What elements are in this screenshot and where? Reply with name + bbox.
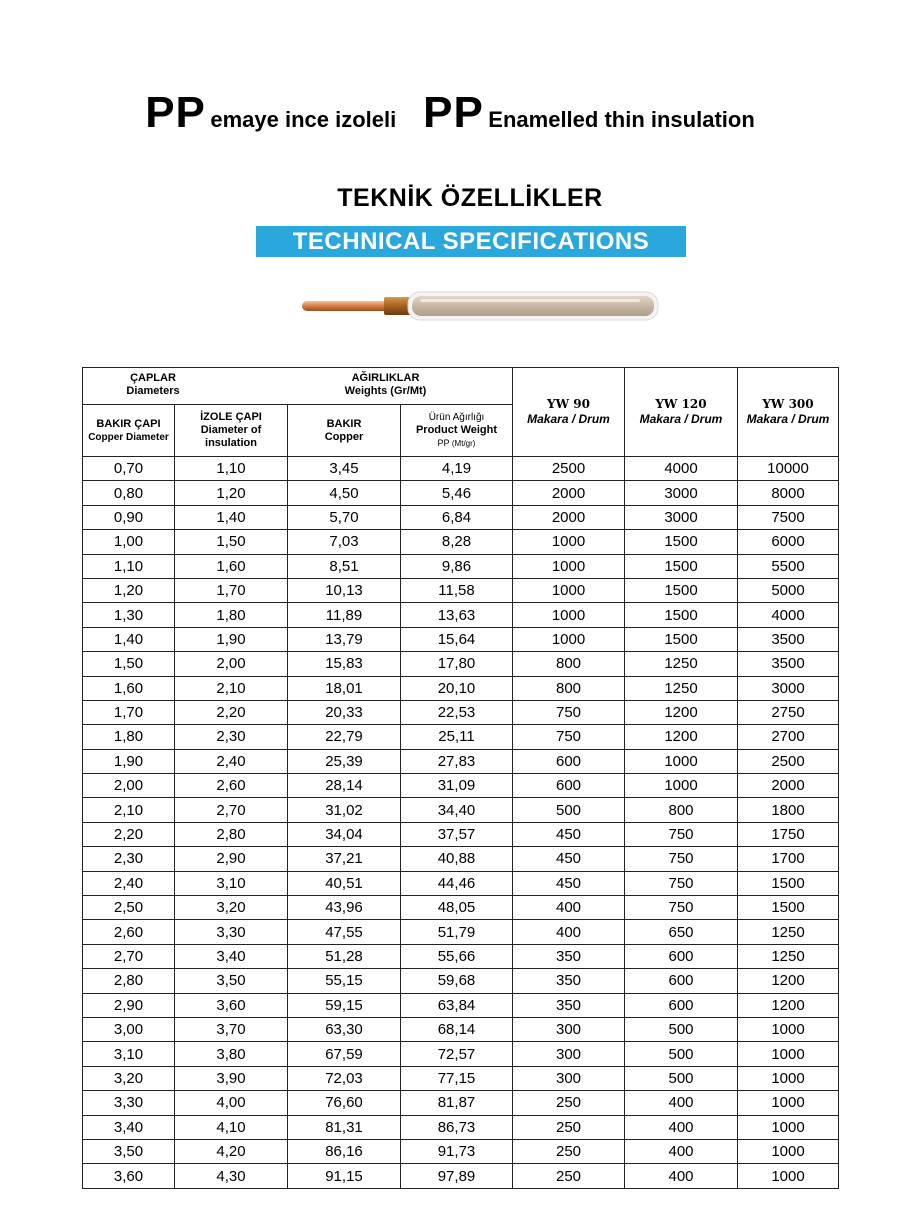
col-label-en: Product Weight bbox=[415, 424, 498, 436]
table-row bbox=[83, 457, 839, 481]
cell-insulation-diameter: 1,70 bbox=[175, 578, 288, 602]
table-row bbox=[83, 896, 839, 920]
group-weights-en: Weights (Gr/Mt) bbox=[344, 385, 427, 397]
cell-copper-weight: 43,96 bbox=[288, 896, 401, 920]
col-label-en: Copper bbox=[324, 430, 364, 443]
cell-yw300: 3500 bbox=[738, 627, 839, 651]
cell-product-weight: 77,15 bbox=[401, 1066, 513, 1090]
cell-insulation-diameter: 1,50 bbox=[175, 530, 288, 554]
drum-label: Makara / Drum bbox=[639, 412, 723, 426]
cell-copper-weight: 37,21 bbox=[288, 847, 401, 871]
cell-yw120: 1000 bbox=[625, 774, 738, 798]
cell-yw300: 2750 bbox=[738, 700, 839, 724]
cell-yw300: 1000 bbox=[738, 1017, 839, 1041]
cell-insulation-diameter: 3,90 bbox=[175, 1066, 288, 1090]
cell-product-weight: 68,14 bbox=[401, 1017, 513, 1041]
cell-product-weight: 25,11 bbox=[401, 725, 513, 749]
col-label-tr: İZOLE ÇAPI bbox=[200, 411, 262, 423]
cell-yw90: 300 bbox=[513, 1042, 625, 1066]
cell-insulation-diameter: 1,20 bbox=[175, 481, 288, 505]
cell-yw300: 1500 bbox=[738, 871, 839, 895]
cell-insulation-diameter: 3,10 bbox=[175, 871, 288, 895]
cell-yw90: 250 bbox=[513, 1139, 625, 1163]
col-label-en: Copper Diameter bbox=[88, 431, 169, 443]
cell-yw120: 750 bbox=[625, 822, 738, 846]
table-row bbox=[83, 822, 839, 846]
cell-copper-diameter: 1,10 bbox=[83, 554, 175, 578]
cell-yw300: 1200 bbox=[738, 969, 839, 993]
cell-copper-diameter: 1,60 bbox=[83, 676, 175, 700]
cell-copper-diameter: 2,40 bbox=[83, 871, 175, 895]
cell-copper-diameter: 3,30 bbox=[83, 1091, 175, 1115]
table-row bbox=[83, 1115, 839, 1139]
cell-yw120: 4000 bbox=[625, 457, 738, 481]
cell-yw90: 450 bbox=[513, 822, 625, 846]
cell-product-weight: 20,10 bbox=[401, 676, 513, 700]
cell-yw120: 1500 bbox=[625, 603, 738, 627]
table-row bbox=[83, 920, 839, 944]
cell-product-weight: 13,63 bbox=[401, 603, 513, 627]
cell-copper-diameter: 1,90 bbox=[83, 749, 175, 773]
cell-copper-weight: 5,70 bbox=[288, 505, 401, 529]
cell-copper-weight: 7,03 bbox=[288, 530, 401, 554]
cell-yw90: 300 bbox=[513, 1017, 625, 1041]
cell-copper-diameter: 3,40 bbox=[83, 1115, 175, 1139]
cell-yw120: 1500 bbox=[625, 530, 738, 554]
cell-yw90: 750 bbox=[513, 725, 625, 749]
cell-yw90: 250 bbox=[513, 1164, 625, 1188]
table-row bbox=[83, 774, 839, 798]
cell-yw120: 600 bbox=[625, 944, 738, 968]
title-tr-prefix: PP bbox=[145, 88, 206, 137]
cell-copper-weight: 11,89 bbox=[288, 603, 401, 627]
cell-yw120: 500 bbox=[625, 1017, 738, 1041]
cell-copper-weight: 3,45 bbox=[288, 457, 401, 481]
table-row bbox=[83, 505, 839, 529]
cell-yw120: 400 bbox=[625, 1139, 738, 1163]
cell-copper-weight: 86,16 bbox=[288, 1139, 401, 1163]
cell-copper-diameter: 1,20 bbox=[83, 578, 175, 602]
cell-yw90: 750 bbox=[513, 700, 625, 724]
cell-copper-weight: 59,15 bbox=[288, 993, 401, 1017]
header-copper-diameter bbox=[83, 405, 175, 457]
cell-yw90: 600 bbox=[513, 749, 625, 773]
cell-copper-weight: 72,03 bbox=[288, 1066, 401, 1090]
cell-copper-diameter: 1,40 bbox=[83, 627, 175, 651]
header-insulation-diameter bbox=[175, 405, 288, 457]
cell-yw120: 650 bbox=[625, 920, 738, 944]
cell-yw120: 750 bbox=[625, 871, 738, 895]
header-copper-weight bbox=[288, 405, 401, 457]
cell-yw300: 1000 bbox=[738, 1066, 839, 1090]
header-group-row bbox=[83, 368, 513, 405]
cell-copper-weight: 81,31 bbox=[288, 1115, 401, 1139]
table-row bbox=[83, 871, 839, 895]
cell-yw90: 400 bbox=[513, 896, 625, 920]
cell-copper-weight: 34,04 bbox=[288, 822, 401, 846]
cell-insulation-diameter: 2,60 bbox=[175, 774, 288, 798]
wire-icon bbox=[298, 288, 660, 324]
cell-yw300: 1750 bbox=[738, 822, 839, 846]
cell-yw90: 1000 bbox=[513, 578, 625, 602]
cell-yw300: 1200 bbox=[738, 993, 839, 1017]
cell-yw120: 1250 bbox=[625, 676, 738, 700]
cell-copper-weight: 31,02 bbox=[288, 798, 401, 822]
group-diameters-tr: ÇAPLAR bbox=[130, 372, 176, 384]
table-row bbox=[83, 1091, 839, 1115]
title-en-text: Enamelled thin insulation bbox=[488, 107, 755, 132]
cell-copper-weight: 4,50 bbox=[288, 481, 401, 505]
cell-yw90: 1000 bbox=[513, 603, 625, 627]
cell-insulation-diameter: 1,80 bbox=[175, 603, 288, 627]
cell-copper-diameter: 1,70 bbox=[83, 700, 175, 724]
cell-copper-diameter: 2,10 bbox=[83, 798, 175, 822]
header-product-weight bbox=[401, 405, 513, 457]
cell-product-weight: 8,28 bbox=[401, 530, 513, 554]
table-row bbox=[83, 1164, 839, 1188]
cell-yw120: 600 bbox=[625, 969, 738, 993]
cell-yw120: 600 bbox=[625, 993, 738, 1017]
cell-yw120: 500 bbox=[625, 1066, 738, 1090]
table-row bbox=[83, 578, 839, 602]
cell-yw300: 1800 bbox=[738, 798, 839, 822]
page-title bbox=[0, 88, 900, 138]
cell-insulation-diameter: 4,10 bbox=[175, 1115, 288, 1139]
table-row bbox=[83, 481, 839, 505]
cell-copper-weight: 76,60 bbox=[288, 1091, 401, 1115]
col-unit: PP bbox=[437, 438, 450, 448]
cell-copper-diameter: 2,90 bbox=[83, 993, 175, 1017]
cell-yw90: 1000 bbox=[513, 627, 625, 651]
table-row bbox=[83, 1042, 839, 1066]
cell-yw300: 8000 bbox=[738, 481, 839, 505]
cell-product-weight: 86,73 bbox=[401, 1115, 513, 1139]
cell-yw300: 1700 bbox=[738, 847, 839, 871]
cell-product-weight: 44,46 bbox=[401, 871, 513, 895]
col-unit-small: (Mt/gr) bbox=[451, 439, 476, 448]
cell-yw90: 450 bbox=[513, 871, 625, 895]
cell-yw300: 1000 bbox=[738, 1115, 839, 1139]
col-label-tr: BAKIR bbox=[326, 417, 362, 430]
table-row bbox=[83, 944, 839, 968]
cell-yw120: 1250 bbox=[625, 652, 738, 676]
cell-insulation-diameter: 3,40 bbox=[175, 944, 288, 968]
cell-product-weight: 9,86 bbox=[401, 554, 513, 578]
cell-product-weight: 37,57 bbox=[401, 822, 513, 846]
cell-insulation-diameter: 2,80 bbox=[175, 822, 288, 846]
title-tr-text: emaye ince izoleli bbox=[210, 107, 397, 132]
cell-yw300: 1000 bbox=[738, 1042, 839, 1066]
cell-insulation-diameter: 3,60 bbox=[175, 993, 288, 1017]
cell-copper-diameter: 1,50 bbox=[83, 652, 175, 676]
cell-insulation-diameter: 2,70 bbox=[175, 798, 288, 822]
cell-copper-weight: 67,59 bbox=[288, 1042, 401, 1066]
cell-yw300: 1250 bbox=[738, 920, 839, 944]
cell-insulation-diameter: 2,40 bbox=[175, 749, 288, 773]
cell-insulation-diameter: 1,40 bbox=[175, 505, 288, 529]
cell-product-weight: 27,83 bbox=[401, 749, 513, 773]
cell-yw120: 750 bbox=[625, 847, 738, 871]
cell-product-weight: 55,66 bbox=[401, 944, 513, 968]
table-row bbox=[83, 1139, 839, 1163]
col-label-tr: Ürün Ağırlığı bbox=[428, 412, 485, 423]
cell-product-weight: 5,46 bbox=[401, 481, 513, 505]
cell-copper-diameter: 2,30 bbox=[83, 847, 175, 871]
cell-product-weight: 6,84 bbox=[401, 505, 513, 529]
cell-product-weight: 11,58 bbox=[401, 578, 513, 602]
cell-yw90: 800 bbox=[513, 652, 625, 676]
section-title-tr: TEKNİK ÖZELLİKLER bbox=[337, 184, 603, 212]
cell-insulation-diameter: 3,80 bbox=[175, 1042, 288, 1066]
table-row bbox=[83, 725, 839, 749]
cell-yw120: 3000 bbox=[625, 505, 738, 529]
cell-insulation-diameter: 4,20 bbox=[175, 1139, 288, 1163]
cell-yw90: 1000 bbox=[513, 554, 625, 578]
cell-insulation-diameter: 1,60 bbox=[175, 554, 288, 578]
cell-yw300: 1000 bbox=[738, 1139, 839, 1163]
cell-yw120: 400 bbox=[625, 1164, 738, 1188]
cell-copper-diameter: 2,50 bbox=[83, 896, 175, 920]
cell-product-weight: 17,80 bbox=[401, 652, 513, 676]
cell-product-weight: 4,19 bbox=[401, 457, 513, 481]
cell-insulation-diameter: 3,70 bbox=[175, 1017, 288, 1041]
cell-yw90: 350 bbox=[513, 944, 625, 968]
cell-copper-diameter: 1,80 bbox=[83, 725, 175, 749]
cell-copper-diameter: 3,50 bbox=[83, 1139, 175, 1163]
col-label-en: Diameter of insulation bbox=[200, 424, 262, 449]
cell-copper-diameter: 1,30 bbox=[83, 603, 175, 627]
cell-copper-weight: 51,28 bbox=[288, 944, 401, 968]
header-drum-1 bbox=[513, 368, 625, 457]
cell-yw120: 1200 bbox=[625, 725, 738, 749]
cell-insulation-diameter: 4,00 bbox=[175, 1091, 288, 1115]
cell-yw90: 600 bbox=[513, 774, 625, 798]
cell-yw300: 5500 bbox=[738, 554, 839, 578]
group-weights-tr: AĞIRLIKLAR bbox=[351, 372, 420, 384]
cell-yw120: 1500 bbox=[625, 578, 738, 602]
cell-copper-weight: 40,51 bbox=[288, 871, 401, 895]
cell-product-weight: 51,79 bbox=[401, 920, 513, 944]
cell-yw300: 1500 bbox=[738, 896, 839, 920]
cell-yw90: 2500 bbox=[513, 457, 625, 481]
header-drum-2 bbox=[625, 368, 738, 457]
cell-product-weight: 91,73 bbox=[401, 1139, 513, 1163]
cell-yw300: 1250 bbox=[738, 944, 839, 968]
drum-label: Makara / Drum bbox=[527, 412, 610, 426]
table-row bbox=[83, 798, 839, 822]
cell-yw300: 4000 bbox=[738, 603, 839, 627]
cell-copper-weight: 8,51 bbox=[288, 554, 401, 578]
cell-yw90: 250 bbox=[513, 1091, 625, 1115]
cell-yw300: 3500 bbox=[738, 652, 839, 676]
cell-yw120: 400 bbox=[625, 1091, 738, 1115]
cell-yw120: 400 bbox=[625, 1115, 738, 1139]
cell-insulation-diameter: 4,30 bbox=[175, 1164, 288, 1188]
cell-insulation-diameter: 3,50 bbox=[175, 969, 288, 993]
cell-copper-weight: 25,39 bbox=[288, 749, 401, 773]
cell-copper-diameter: 2,00 bbox=[83, 774, 175, 798]
table-row bbox=[83, 554, 839, 578]
cell-product-weight: 72,57 bbox=[401, 1042, 513, 1066]
cell-yw90: 2000 bbox=[513, 505, 625, 529]
cell-copper-diameter: 3,60 bbox=[83, 1164, 175, 1188]
cell-yw120: 500 bbox=[625, 1042, 738, 1066]
cell-copper-diameter: 3,10 bbox=[83, 1042, 175, 1066]
cell-yw120: 1500 bbox=[625, 627, 738, 651]
table-row bbox=[83, 1017, 839, 1041]
cell-yw300: 1000 bbox=[738, 1164, 839, 1188]
cell-insulation-diameter: 2,30 bbox=[175, 725, 288, 749]
cell-copper-weight: 28,14 bbox=[288, 774, 401, 798]
cell-insulation-diameter: 2,20 bbox=[175, 700, 288, 724]
cell-copper-diameter: 2,70 bbox=[83, 944, 175, 968]
cell-yw90: 250 bbox=[513, 1115, 625, 1139]
cell-yw120: 1000 bbox=[625, 749, 738, 773]
table-row bbox=[83, 676, 839, 700]
cell-copper-weight: 22,79 bbox=[288, 725, 401, 749]
cell-product-weight: 34,40 bbox=[401, 798, 513, 822]
cell-product-weight: 59,68 bbox=[401, 969, 513, 993]
cell-product-weight: 31,09 bbox=[401, 774, 513, 798]
cell-insulation-diameter: 2,00 bbox=[175, 652, 288, 676]
cell-yw120: 1200 bbox=[625, 700, 738, 724]
spec-table bbox=[82, 367, 839, 1189]
cell-yw300: 7500 bbox=[738, 505, 839, 529]
cell-copper-diameter: 2,80 bbox=[83, 969, 175, 993]
table-row bbox=[83, 1066, 839, 1090]
table-row bbox=[83, 969, 839, 993]
drum-code: YW 90 bbox=[547, 397, 590, 411]
cell-yw300: 6000 bbox=[738, 530, 839, 554]
cell-yw90: 800 bbox=[513, 676, 625, 700]
cell-copper-diameter: 0,70 bbox=[83, 457, 175, 481]
cell-copper-diameter: 0,80 bbox=[83, 481, 175, 505]
cell-copper-weight: 15,83 bbox=[288, 652, 401, 676]
cell-insulation-diameter: 1,90 bbox=[175, 627, 288, 651]
table-row bbox=[83, 603, 839, 627]
col-label-tr: BAKIR ÇAPI bbox=[96, 417, 161, 430]
table-row bbox=[83, 993, 839, 1017]
cell-yw120: 750 bbox=[625, 896, 738, 920]
cell-copper-weight: 63,30 bbox=[288, 1017, 401, 1041]
cell-copper-weight: 10,13 bbox=[288, 578, 401, 602]
cell-product-weight: 22,53 bbox=[401, 700, 513, 724]
table-row bbox=[83, 652, 839, 676]
cell-copper-weight: 13,79 bbox=[288, 627, 401, 651]
drum-code: YW 300 bbox=[762, 397, 814, 411]
cell-product-weight: 97,89 bbox=[401, 1164, 513, 1188]
cell-yw300: 2000 bbox=[738, 774, 839, 798]
table-row bbox=[83, 700, 839, 724]
cell-copper-weight: 20,33 bbox=[288, 700, 401, 724]
drum-label: Makara / Drum bbox=[746, 412, 830, 426]
cell-insulation-diameter: 3,30 bbox=[175, 920, 288, 944]
cell-yw90: 500 bbox=[513, 798, 625, 822]
cell-copper-diameter: 3,00 bbox=[83, 1017, 175, 1041]
cell-copper-diameter: 2,60 bbox=[83, 920, 175, 944]
cell-copper-diameter: 0,90 bbox=[83, 505, 175, 529]
cell-yw300: 2700 bbox=[738, 725, 839, 749]
cell-yw90: 350 bbox=[513, 993, 625, 1017]
cell-copper-diameter: 1,00 bbox=[83, 530, 175, 554]
cell-yw90: 450 bbox=[513, 847, 625, 871]
cell-copper-weight: 91,15 bbox=[288, 1164, 401, 1188]
cell-yw90: 300 bbox=[513, 1066, 625, 1090]
cell-copper-diameter: 2,20 bbox=[83, 822, 175, 846]
cell-yw120: 3000 bbox=[625, 481, 738, 505]
title-en-prefix: PP bbox=[423, 88, 484, 137]
cell-product-weight: 63,84 bbox=[401, 993, 513, 1017]
table-row bbox=[83, 627, 839, 651]
cell-yw120: 800 bbox=[625, 798, 738, 822]
cell-insulation-diameter: 1,10 bbox=[175, 457, 288, 481]
cell-insulation-diameter: 2,10 bbox=[175, 676, 288, 700]
cell-product-weight: 81,87 bbox=[401, 1091, 513, 1115]
cell-yw300: 2500 bbox=[738, 749, 839, 773]
cell-copper-weight: 18,01 bbox=[288, 676, 401, 700]
group-diameters-en: Diameters bbox=[126, 385, 180, 397]
header-drum-3 bbox=[738, 368, 839, 457]
cell-yw120: 1500 bbox=[625, 554, 738, 578]
table-row bbox=[83, 847, 839, 871]
cell-yw300: 1000 bbox=[738, 1091, 839, 1115]
cell-insulation-diameter: 2,90 bbox=[175, 847, 288, 871]
cell-yw300: 5000 bbox=[738, 578, 839, 602]
cell-yw90: 400 bbox=[513, 920, 625, 944]
cell-yw300: 10000 bbox=[738, 457, 839, 481]
section-title-en: TECHNICAL SPECIFICATIONS bbox=[256, 226, 686, 257]
table-row bbox=[83, 530, 839, 554]
cell-copper-weight: 47,55 bbox=[288, 920, 401, 944]
cell-yw300: 3000 bbox=[738, 676, 839, 700]
cell-product-weight: 48,05 bbox=[401, 896, 513, 920]
table-row bbox=[83, 749, 839, 773]
cell-product-weight: 15,64 bbox=[401, 627, 513, 651]
cell-yw90: 350 bbox=[513, 969, 625, 993]
cell-yw90: 1000 bbox=[513, 530, 625, 554]
cell-insulation-diameter: 3,20 bbox=[175, 896, 288, 920]
cell-copper-diameter: 3,20 bbox=[83, 1066, 175, 1090]
cell-yw90: 2000 bbox=[513, 481, 625, 505]
cell-product-weight: 40,88 bbox=[401, 847, 513, 871]
cell-copper-weight: 55,15 bbox=[288, 969, 401, 993]
drum-code: YW 120 bbox=[655, 397, 707, 411]
